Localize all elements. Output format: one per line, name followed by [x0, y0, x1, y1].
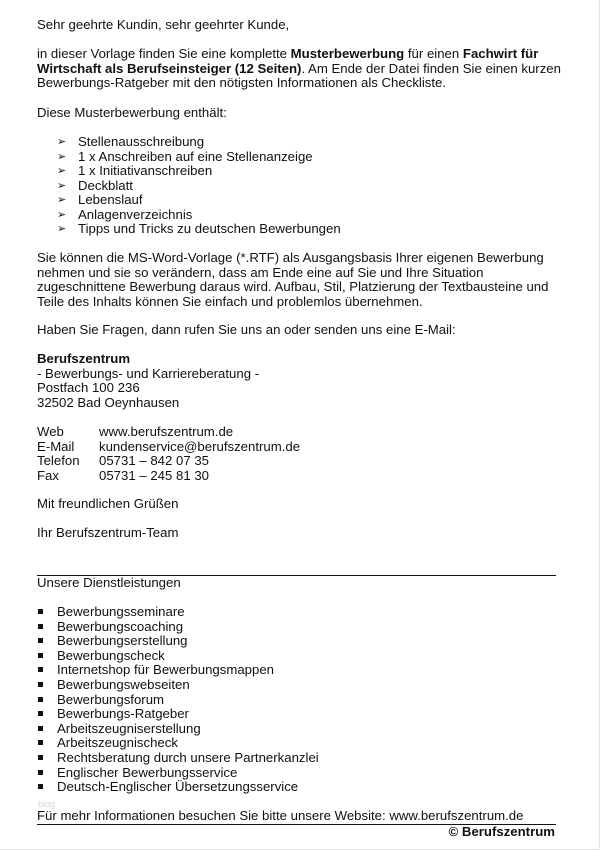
contact-row-email — [37, 440, 557, 455]
list-item: ➢ Deckblatt — [57, 177, 133, 193]
list-item: Bewerbungscheck — [37, 649, 557, 664]
list-item: ➢ Stellenausschreibung — [57, 134, 205, 149]
contents-list — [37, 135, 557, 237]
contact-row-web — [37, 425, 557, 440]
salutation: Sehr geehrte Kundin, sehr geehrter Kunde, — [37, 17, 290, 32]
square-bullet-icon — [38, 653, 43, 658]
intro-text-1: in dieser Vorlage finden Sie eine komplette — [37, 46, 291, 61]
usage-paragraph: Sie können die MS-Word-Vorlage (*.RTF) als Ausgangsbasis Ihrer eigenen Bewerbung nehmen und sie so verändern, dass am Ende eine auf Sie und Ihre Situation zugeschnittene Bewerbung daraus wird. Aufbau, Stil, Platzierung der Textbausteine und Teile des Inhalts können Sie einfach und problemlos übernehmen. — [37, 250, 549, 309]
contents-heading: Diese Musterbewerbung enthält: — [37, 105, 227, 120]
copyright: © Berufszentrum — [448, 824, 555, 839]
contact-label: Web — [37, 424, 64, 439]
company-name: Berufszentrum — [37, 351, 131, 366]
arrow-bullet-icon: ➢ — [57, 208, 67, 221]
intro-paragraph — [37, 47, 562, 91]
list-item: Bewerbungsforum — [37, 693, 557, 708]
list-item: ➢ Anlagenverzeichnis — [57, 206, 193, 222]
contact-block — [37, 425, 557, 483]
signature: Ihr Berufszentrum-Team — [37, 525, 179, 540]
intro-bold-2: Fachwirt für Wirtschaft als Berufseinsteiger (12 Seiten) — [37, 46, 539, 76]
website-footer-text: Für mehr Informationen besuchen Sie bitte unsere Website: www.berufszentrum.de — [37, 808, 524, 823]
square-bullet-icon — [38, 609, 43, 614]
address-block — [37, 352, 557, 410]
list-item: Bewerbungserstellung — [37, 634, 557, 649]
intro-text-2: für einen — [404, 46, 463, 61]
contact-label: E-Mail — [37, 438, 75, 454]
arrow-bullet-icon: ➢ — [57, 223, 67, 235]
list-item: ➢ Lebenslauf — [57, 192, 143, 207]
square-bullet-icon — [38, 624, 43, 629]
list-item: Arbeitszeugniserstellung — [37, 722, 557, 737]
square-bullet-icon — [38, 697, 43, 702]
postbox: Postfach 100 236 — [37, 380, 140, 395]
square-bullet-icon — [38, 770, 43, 775]
contact-label: Fax — [37, 467, 59, 483]
list-item: ➢ 1 x Initiativanschreiben — [57, 163, 213, 178]
contact-label: Telefon — [37, 453, 80, 468]
questions-line: Haben Sie Fragen, dann rufen Sie uns an oder senden uns eine E-Mail: — [37, 322, 456, 337]
square-bullet-icon — [38, 638, 43, 643]
website-link[interactable]: www.berufszentrum.de — [99, 424, 234, 439]
square-bullet-icon — [38, 784, 43, 789]
contact-row-fax — [37, 469, 557, 484]
intro-text-3: . Am Ende der Datei finden Sie einen kurzen Bewerbungs-Ratgeber mit den nötigsten Informationen als Checkliste. — [37, 60, 561, 90]
arrow-bullet-icon: ➢ — [57, 165, 67, 177]
services-list-wrapper — [37, 605, 557, 795]
services-heading: Unsere Dienstleistungen — [37, 575, 181, 590]
email-link[interactable]: kundenservice@berufszentrum.de — [99, 438, 301, 454]
contact-row-phone — [37, 454, 557, 469]
fax-number: 05731 – 245 81 30 — [99, 467, 210, 483]
square-bullet-icon — [38, 740, 43, 745]
arrow-bullet-icon: ➢ — [57, 179, 67, 192]
list-item: Bewerbungsseminare — [37, 605, 557, 620]
services-list — [37, 605, 557, 795]
list-item: Bewerbungs-Ratgeber — [37, 707, 557, 722]
list-item: Arbeitszeugnischeck — [37, 736, 557, 751]
intro-bold-1: Musterbewerbung — [290, 46, 405, 61]
arrow-bullet-icon: ➢ — [57, 150, 67, 163]
contents-list-wrapper — [37, 135, 557, 237]
list-item: Englischer Bewerbungsservice — [37, 766, 557, 781]
phone-number: 05731 – 842 07 35 — [99, 453, 210, 468]
square-bullet-icon — [38, 755, 43, 760]
square-bullet-icon — [38, 726, 43, 731]
arrow-bullet-icon: ➢ — [57, 194, 67, 206]
closing: Mit freundlichen Grüßen — [37, 496, 179, 511]
watermark: blog — [38, 799, 56, 809]
list-item: Rechtsberatung durch unsere Partnerkanzlei — [37, 751, 557, 766]
company-subtitle: - Bewerbungs- und Karriereberatung - — [37, 365, 260, 381]
square-bullet-icon — [38, 682, 43, 687]
list-item: Bewerbungscoaching — [37, 620, 557, 635]
list-item: Bewerbungswebseiten — [37, 678, 557, 693]
square-bullet-icon — [38, 711, 43, 716]
list-item: ➢ 1 x Anschreiben auf eine Stellenanzeige — [57, 148, 313, 164]
list-item: Deutsch-Englischer Übersetzungsservice — [37, 780, 557, 795]
city: 32502 Bad Oeynhausen — [37, 394, 180, 410]
square-bullet-icon — [38, 667, 43, 672]
list-item: Internetshop für Bewerbungsmappen — [37, 663, 557, 678]
arrow-bullet-icon: ➢ — [57, 136, 67, 148]
list-item: ➢ Tipps und Tricks zu deutschen Bewerbungen — [57, 221, 341, 236]
